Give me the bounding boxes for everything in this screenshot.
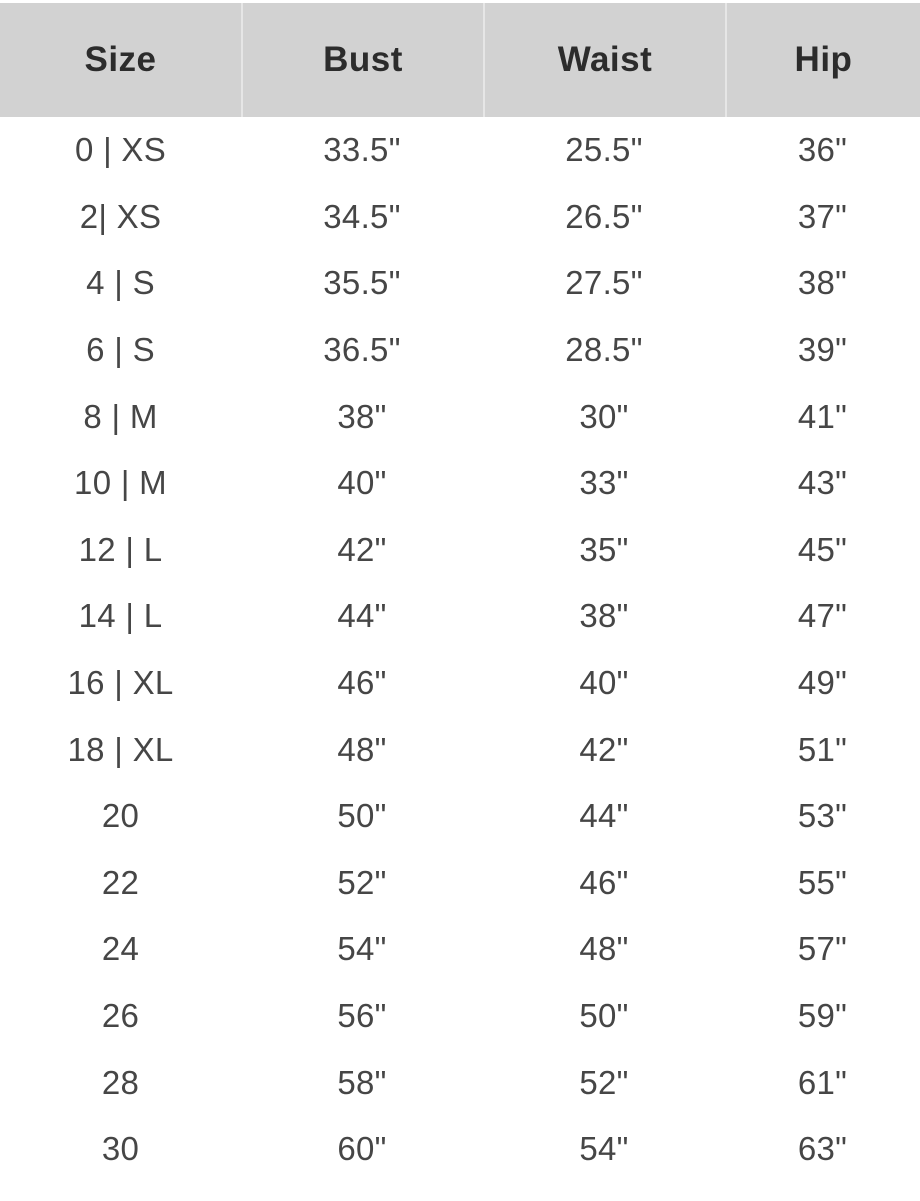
cell-waist: 46"	[579, 863, 629, 901]
cell-bust: 46"	[337, 664, 387, 702]
cell-bust: 44"	[337, 597, 387, 635]
cell-hip: 43"	[797, 464, 848, 502]
cell-size: 0 | XS	[74, 131, 167, 169]
header-cell-waist: Waist	[483, 3, 725, 117]
cell-bust: 56"	[337, 997, 387, 1035]
table-header-row	[0, 3, 920, 117]
table-row	[0, 850, 920, 917]
cell-hip: 55"	[797, 863, 848, 901]
cell-hip: 38"	[797, 264, 848, 302]
cell-hip: 63"	[797, 1130, 848, 1168]
cell-waist: 33"	[579, 464, 629, 502]
cell-hip: 57"	[797, 930, 848, 968]
cell-waist: 42"	[579, 730, 629, 768]
cell-size: 16 | XL	[67, 664, 174, 702]
cell-size: 6 | S	[86, 331, 155, 369]
table-row	[0, 383, 920, 450]
cell-hip: 39"	[797, 331, 848, 369]
cell-waist: 52"	[579, 1063, 629, 1101]
cell-hip: 47"	[797, 597, 848, 635]
cell-size: 4 | S	[86, 264, 155, 302]
table-row	[0, 583, 920, 650]
cell-waist: 25.5"	[565, 131, 643, 169]
cell-size: 12 | L	[78, 530, 163, 568]
cell-bust: 60"	[337, 1130, 387, 1168]
cell-waist: 50"	[579, 997, 629, 1035]
header-cell-bust: Bust	[241, 3, 483, 117]
table-row	[0, 450, 920, 517]
cell-bust: 58"	[337, 1063, 387, 1101]
cell-waist: 27.5"	[565, 264, 643, 302]
table-row	[0, 317, 920, 384]
cell-waist: 54"	[579, 1130, 629, 1168]
cell-bust: 34.5"	[323, 197, 401, 235]
table-row	[0, 783, 920, 850]
cell-size: 20	[101, 797, 140, 835]
cell-size: 30	[101, 1130, 140, 1168]
cell-size: 10 | M	[74, 464, 167, 502]
cell-size: 28	[101, 1063, 140, 1101]
table-row	[0, 1116, 920, 1183]
table-row	[0, 916, 920, 983]
table-row	[0, 650, 920, 717]
cell-bust: 38"	[337, 397, 387, 435]
cell-waist: 40"	[579, 664, 629, 702]
cell-bust: 36.5"	[323, 331, 401, 369]
cell-size: 14 | L	[78, 597, 163, 635]
cell-hip: 37"	[797, 197, 848, 235]
table-row	[0, 517, 920, 584]
cell-bust: 40"	[337, 464, 387, 502]
cell-size: 18 | XL	[67, 730, 174, 768]
cell-waist: 48"	[579, 930, 629, 968]
cell-waist: 26.5"	[565, 197, 643, 235]
cell-hip: 53"	[797, 797, 848, 835]
cell-size: 26	[101, 997, 140, 1035]
table-row	[0, 184, 920, 251]
cell-hip: 41"	[797, 397, 848, 435]
cell-waist: 35"	[579, 530, 629, 568]
cell-size: 24	[101, 930, 140, 968]
cell-hip: 51"	[797, 730, 848, 768]
table-row	[0, 983, 920, 1050]
cell-hip: 36"	[797, 131, 848, 169]
cell-waist: 44"	[579, 797, 629, 835]
cell-size: 2| XS	[79, 197, 162, 235]
cell-size: 22	[101, 863, 140, 901]
table-row	[0, 716, 920, 783]
cell-bust: 52"	[337, 863, 387, 901]
table-row	[0, 117, 920, 184]
cell-bust: 54"	[337, 930, 387, 968]
cell-bust: 33.5"	[323, 131, 401, 169]
cell-size: 8 | M	[83, 397, 158, 435]
cell-hip: 49"	[797, 664, 848, 702]
cell-waist: 28.5"	[565, 331, 643, 369]
cell-hip: 61"	[797, 1063, 848, 1101]
table-row	[0, 1049, 920, 1116]
cell-hip: 45"	[797, 530, 848, 568]
cell-bust: 42"	[337, 530, 387, 568]
header-cell-hip: Hip	[725, 3, 920, 117]
header-cell-size: Size	[0, 3, 241, 117]
cell-bust: 50"	[337, 797, 387, 835]
cell-hip: 59"	[797, 997, 848, 1035]
cell-waist: 38"	[579, 597, 629, 635]
cell-bust: 35.5"	[323, 264, 401, 302]
cell-bust: 48"	[337, 730, 387, 768]
table-row	[0, 250, 920, 317]
cell-waist: 30"	[579, 397, 629, 435]
